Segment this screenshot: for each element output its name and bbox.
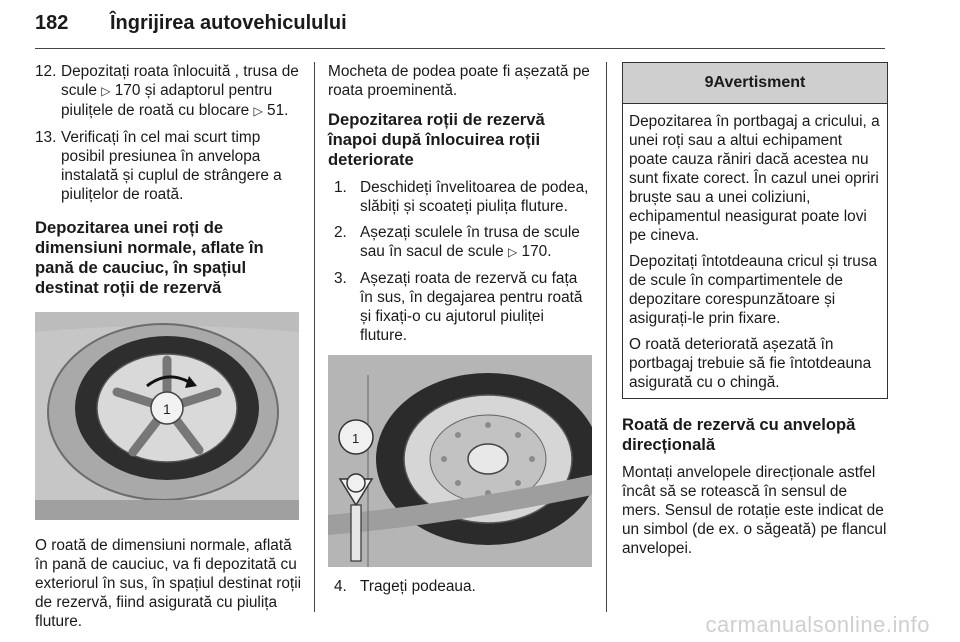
page-ref-arrow-icon: ▷ [508,245,518,259]
warning-triangle-icon: 9 [704,74,714,91]
step-1 [334,178,592,216]
step-text: Trageți podeaua. [360,578,476,595]
page-number: 182 [35,12,69,34]
warning-paragraph: Depozitați întotdeauna cricul și trusa de scule în compartimentele de depozitare corespunzătoare și asigurați-le prin fixare. [629,253,878,327]
step-13 [35,128,303,204]
warning-title: Avertisment [713,74,806,91]
watermark: carmanualsonline.info [705,612,930,637]
warning-paragraph: O roată deteriorată așezată în portbagaj trebuie să fie întotdeauna asigurată cu o chingă. [629,336,872,391]
svg-text:1: 1 [163,401,171,417]
step-12: 12. Depozitați roata înlocuită , trusa de scule ▷ 170 și adaptorul pentru piulițele de roată cu blocare ▷ 51. [35,63,299,119]
warning-paragraph: Depozitarea în portbagaj a cricului, a unei roți sau a altui echipament poate cauza răniri dacă acestea nu sunt fixate corect. În cazul unei opriri bruște sau a unei coliziuni, echipamentul neasigurat poate lovi pe cineva. [629,113,880,244]
warning-box [622,62,888,399]
intro-text: Mocheta de podea poate fi așezată pe roata proeminentă. [328,63,590,99]
step-text: Verificați în cel mai scurt timp posibil presiunea în anvelopa instalată și cuplul de strângere a piulițelor de roată. [61,129,282,203]
wheel-in-trunk-illustration [35,312,299,520]
step-text: Deschideți învelitoarea de podea, slăbiți și scoateți piulița fluture. [360,179,589,215]
step-number: 12. [35,63,57,80]
warning-header [623,63,887,104]
step-3 [334,269,592,345]
step-number: 3. [334,270,347,287]
warning-body [623,104,887,398]
section-heading: Roată de rezervă cu anvelopă direcțională [622,415,856,454]
figure-flat-tyre-storage [35,312,299,520]
steps-list [328,178,592,345]
page-ref-arrow-icon: ▷ [101,84,111,98]
figure-spare-wheel-storage [328,355,592,567]
page-header [35,2,885,49]
section-heading: Depozitarea unei roți de dimensiuni normale, aflate în pană de cauciuc, în spațiul destinat roții de rezervă [35,218,264,297]
step-2: 2. Așezați sculele în trusa de scule sau în sacul de scule ▷ 170. [334,224,580,260]
step-4 [334,577,592,596]
steps-list-continued [35,62,303,204]
step-number: 1. [334,179,347,196]
column-left [35,62,303,631]
steps-list-end [328,577,592,596]
page-title: Îngrijirea autovehiculului [110,12,347,34]
page-ref[interactable]: 51 [267,102,285,119]
step-text: Așezați roata de rezervă cu fața în sus, în degajarea pentru roată și fixați-o cu ajutorul piuliței fluture. [360,270,583,344]
step-number: 13. [35,129,57,146]
column-right [622,62,888,558]
column-divider [314,62,315,612]
section-heading: Depozitarea roții de rezervă înapoi după înlocuirea roții deteriorate [328,110,545,169]
step-number: 2. [334,224,347,241]
step-number: 4. [334,578,347,595]
body-text: Montați anvelopele direcționale astfel încât să se rotească în sensul de mers. Sensul de rotație este indicat de un simbol (de ex. o săgeată) pe flancul anvelopei. [622,464,887,557]
page-ref[interactable]: 170 [114,82,141,99]
svg-text:1: 1 [352,431,360,446]
page-ref[interactable]: 170 [521,243,548,260]
page-ref-arrow-icon: ▷ [253,104,263,118]
column-divider [606,62,607,612]
figure-caption: O roată de dimensiuni normale, aflată în pană de cauciuc, va fi depozitată cu exteriorul în sus, în spațiul destinat roții de rezervă, fiind asigurată cu piulița fluture. [35,537,302,630]
column-middle [328,62,592,603]
spare-wheel-illustration [328,355,592,567]
